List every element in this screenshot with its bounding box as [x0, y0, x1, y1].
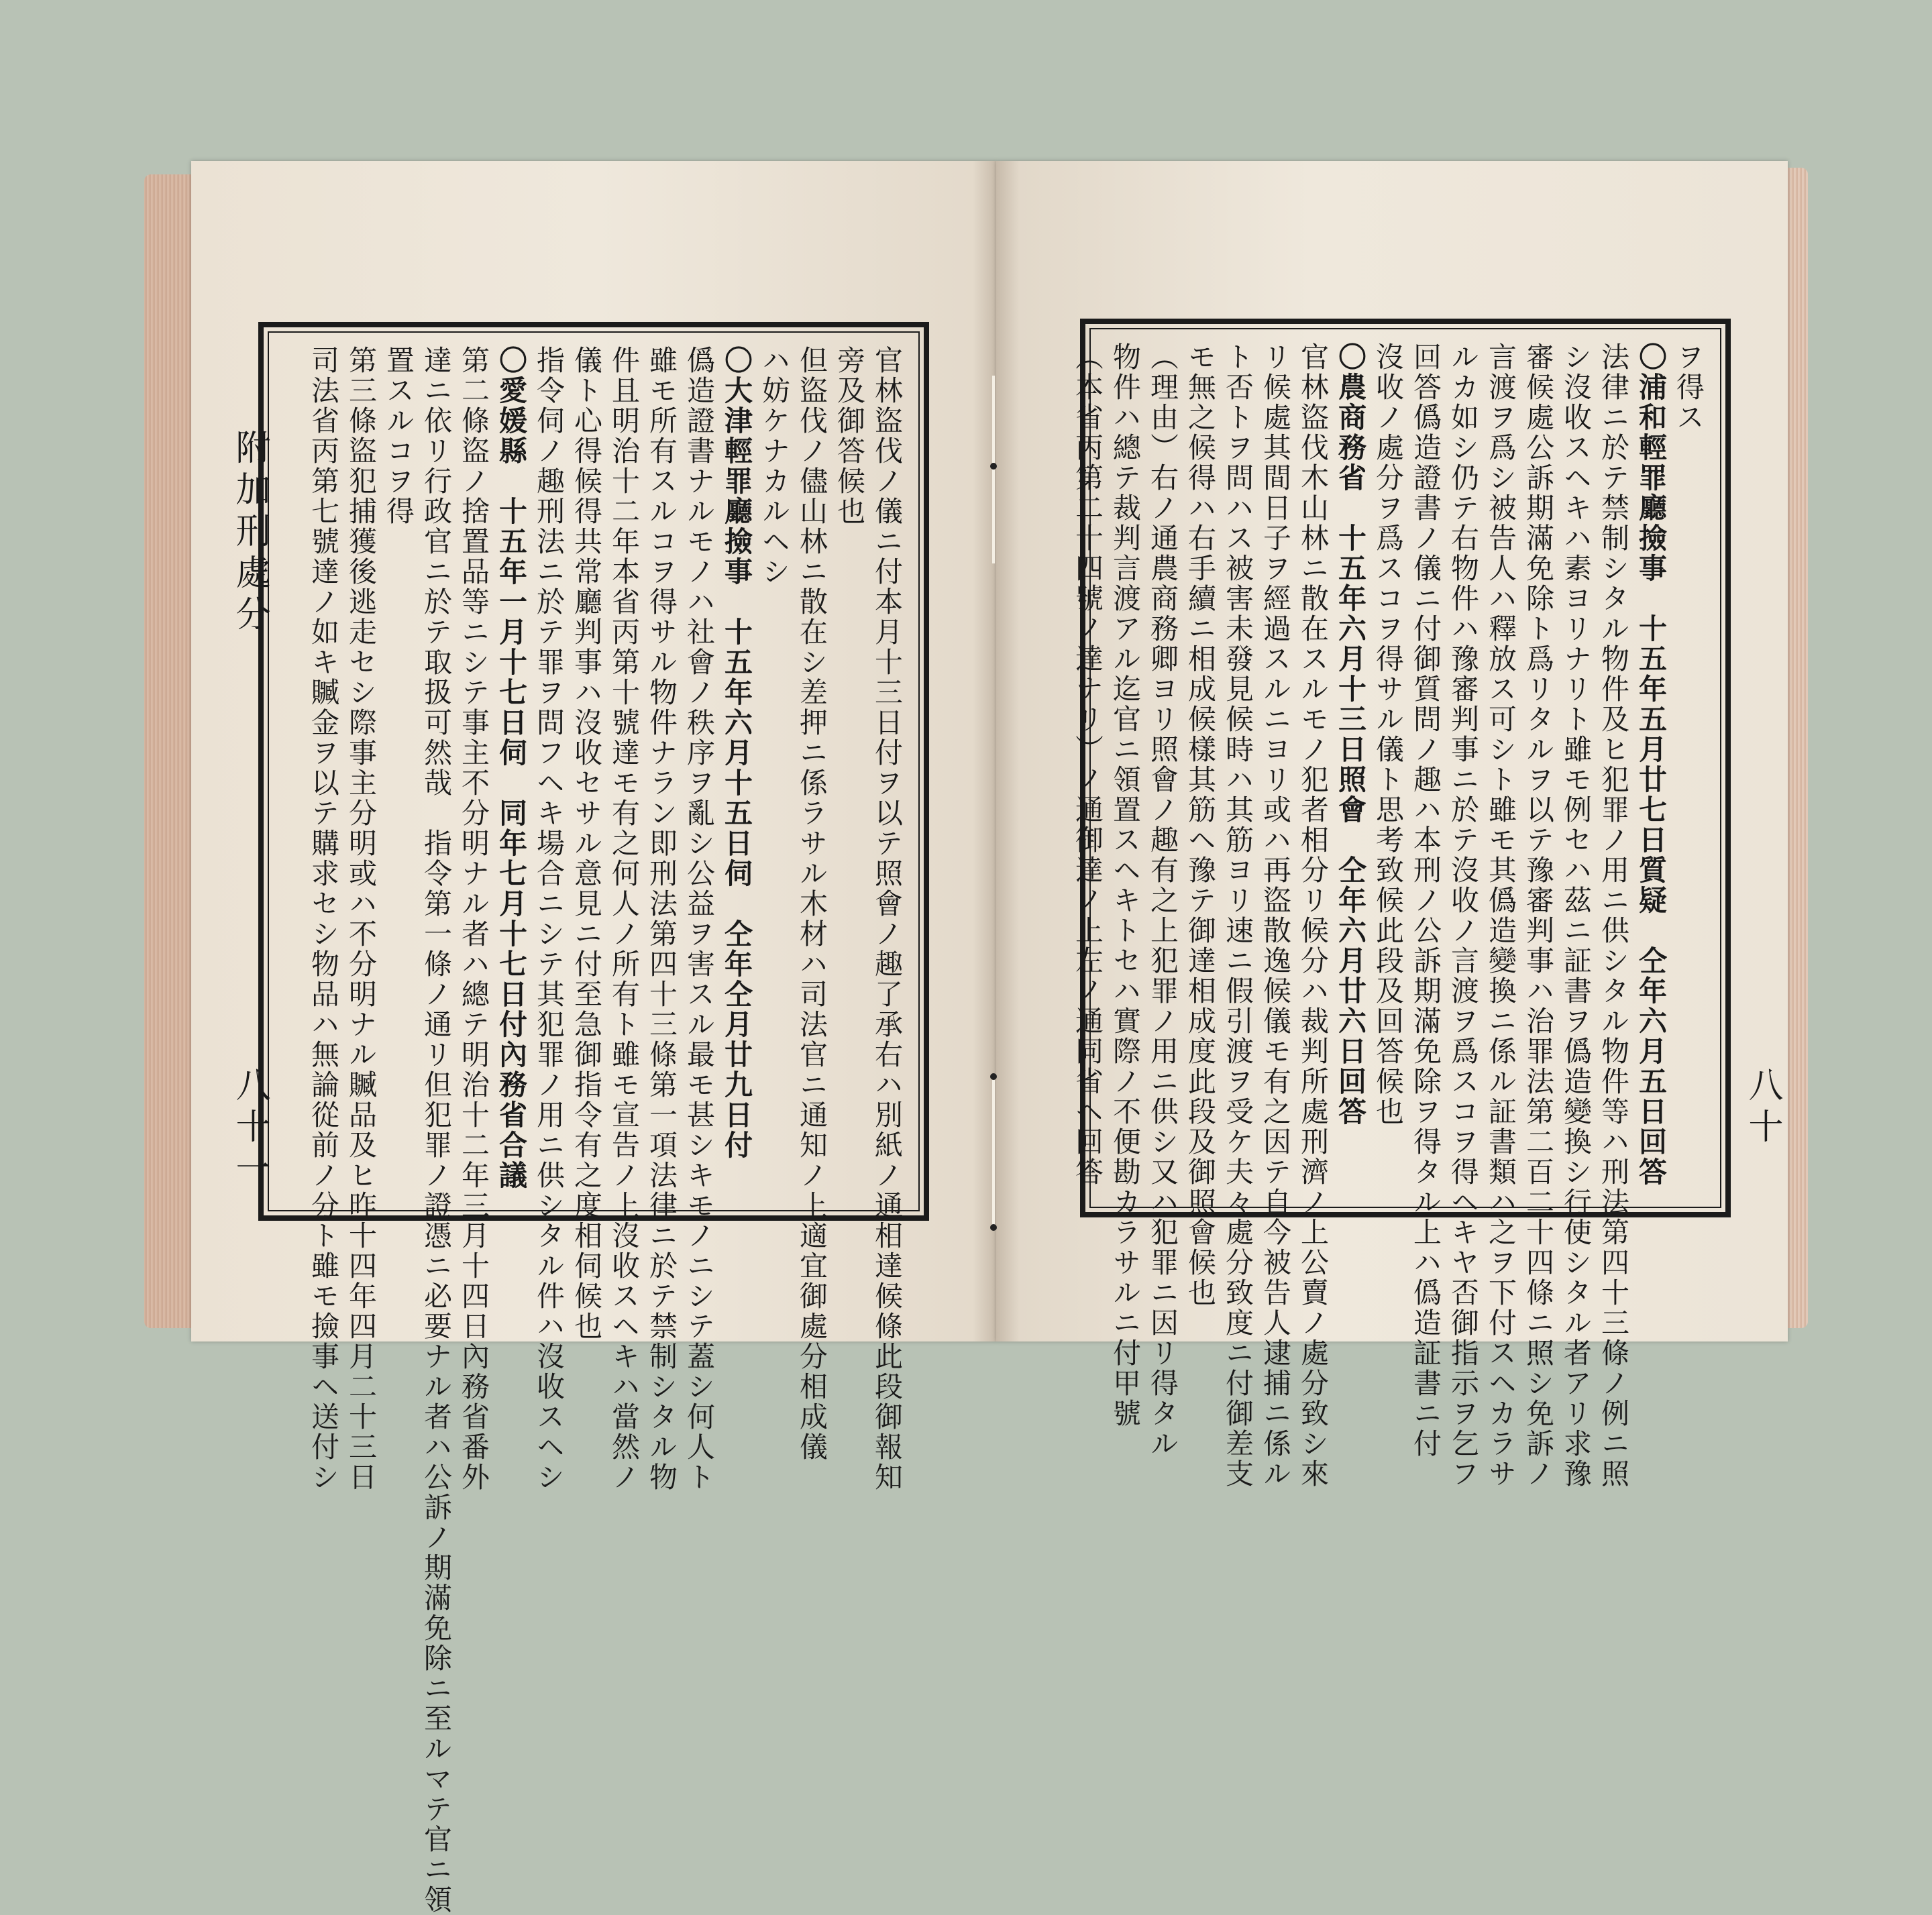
- text-line: 司法省丙第七號達ノ如キ贓金ヲ以テ購求セシ物品ハ無論從前ノ分ト雖モ撿事ヘ送付シ: [307, 345, 340, 1492]
- text-line: 言渡ヲ爲シ被告人ハ釋放ス可シト雖モ其僞造變換ニ係ル証書類ハ之ヲ下付スヘカラサ: [1485, 342, 1517, 1489]
- text-line: 第二條盜ノ捨置品等ニシテ事主不分明ナル者ハ總テ明治十二年三月十四日內務省番外: [458, 345, 490, 1492]
- binding-thread: [992, 1080, 995, 1227]
- text-line: 法律ニ於テ禁制シタル物件及ヒ犯罪ノ用ニ供シタル物件等ハ刑法第四十三條ノ例ニ照: [1597, 342, 1630, 1489]
- text-line: 物件ハ總テ裁判言渡アル迄官ニ領置スヘキトセハ實際ノ不便勘カラサルニ付甲號: [1109, 342, 1142, 1429]
- text-block-right: [1071, 342, 1707, 1489]
- section-heading: 〇浦和輕罪廳撿事 十五年五月廿七日質疑 仝年六月五日回答: [1635, 342, 1668, 1187]
- page-number-left: 八十一: [229, 1066, 270, 1191]
- text-line: 官林盜伐ノ儀ニ付本月十三日付ヲ以テ照會ノ趣了承右ハ別紙ノ通相達候條此段御報知: [871, 345, 904, 1492]
- text-line: モ無之候得ハ右手續ニ相成候樣其筋ヘ豫テ御達相成度此段及御照會候也: [1184, 342, 1217, 1308]
- text-line: 沒收ノ處分ヲ爲スコヲ得サル儀ト思考致候此段及回答候也: [1372, 342, 1405, 1127]
- text-line: 回答僞造證書ノ儀ニ付御質問ノ趣ハ本刑ノ公訴期滿免除ヲ得タル上ハ僞造証書ニ付: [1409, 342, 1442, 1459]
- text-line: ハ妨ケナカルヘシ: [758, 345, 791, 587]
- text-line: 但盜伐ノ儘山林ニ散在シ差押ニ係ラサル木材ハ司法官ニ通知ノ上適宜御處分相成儀: [796, 345, 828, 1462]
- text-line: シ沒收スヘキハ素ヨリナリト雖モ例セハ茲ニ証書ヲ僞造變換シ行使シタル者アリ求豫: [1560, 342, 1593, 1489]
- binding-stitch: [990, 1224, 997, 1231]
- text-line: 置スルコヲ得: [382, 345, 415, 527]
- page-number-right: 八十: [1742, 1066, 1782, 1150]
- text-line: 儀ト心得候得共常廳判事ハ沒收セサル意見ニ付至急御指令有之度相伺候也: [570, 345, 603, 1342]
- page-edges-left: [144, 174, 198, 1328]
- text-line: 第三條盜犯捕獲後逃走セシ際事主分明或ハ不分明ナル贓品及ヒ昨十四年四月二十三日: [345, 345, 378, 1492]
- text-line: リ候處其間日子ヲ經過スルニヨリ或ハ再盜散逸候儀モ有之因テ自今被告人逮捕ニ係ル: [1259, 342, 1292, 1489]
- text-block-left: [282, 345, 906, 1915]
- text-line: （本省丙第二十四號ノ達ナリ）ノ通御達ノ上左ノ通同省ヘ回答: [1071, 342, 1104, 1187]
- section-heading: 〇愛媛縣 十五年一月十七日伺 同年七月十七日付內務省合議: [495, 345, 528, 1191]
- binding-thread: [992, 470, 995, 563]
- text-line: 官林盜伐木山林ニ散在スルモノ犯者相分リ候分ハ裁判所處刑濟ノ上公賣ノ處分致シ來: [1297, 342, 1330, 1489]
- text-line: （理由）右ノ通農商務卿ヨリ照會ノ趣有之上犯罪ノ用ニ供シ又ハ犯罪ニ因リ得タル: [1146, 342, 1179, 1459]
- running-title: 附加刑處分: [229, 429, 270, 637]
- text-line: 雖モ所有スルコヲ得サル物件ナラン即刑法第四十三條第一項法律ニ於テ禁制シタル物: [645, 345, 678, 1492]
- text-line: ルカ如シ仍テ右物件ハ豫審判事ニ於テ沒收ノ言渡ヲ爲スコヲ得ヘキヤ否御指示ヲ乞フ: [1447, 342, 1480, 1489]
- text-line: 審候處公訴期滿免除ト爲リタルヲ以テ豫審判事ハ治罪法第二百二十四條ニ照シ免訴ノ: [1522, 342, 1555, 1489]
- text-line: 僞造證書ナルモノハ社會ノ秩序ヲ亂シ公益ヲ害スル最モ甚シキモノニシテ蓋シ何人ト: [683, 345, 716, 1492]
- binding-stitch: [990, 463, 997, 470]
- section-heading: 〇農商務省 十五年六月十三日照會 仝年六月廿六日回答: [1334, 342, 1367, 1127]
- section-heading: 〇大津輕罪廳撿事 十五年六月十五日伺 仝年仝月廿九日付: [720, 345, 753, 1160]
- text-line: ヲ得ス: [1672, 342, 1705, 433]
- text-line: ト否トヲ問ハス被害未發見候時ハ其筋ヨリ速ニ假引渡ヲ受ケ夫々處分致度ニ付御差支: [1222, 342, 1254, 1489]
- text-line: 指令伺ノ趣刑法ニ於テ罪ヲ問フヘキ場合ニシテ其犯罪ノ用ニ供シタル件ハ沒收スヘシ: [533, 345, 566, 1492]
- binding-thread: [992, 376, 995, 463]
- text-line: 件且明治十二年本省丙第十號達モ有之何人ノ所有ト雖モ宣告ノ上沒收スヘキハ當然ノ: [608, 345, 641, 1492]
- text-line: 旁及御答候也: [833, 345, 866, 527]
- text-line: 達ニ依リ行政官ニ於テ取扱可然哉 指令第一條ノ通リ但犯罪ノ證憑ニ必要ナル者ハ公訴ノ期滿免除ニ至ルマテ官ニ領: [420, 345, 453, 1915]
- book-gutter: [973, 161, 1020, 1342]
- binding-stitch: [990, 1073, 997, 1080]
